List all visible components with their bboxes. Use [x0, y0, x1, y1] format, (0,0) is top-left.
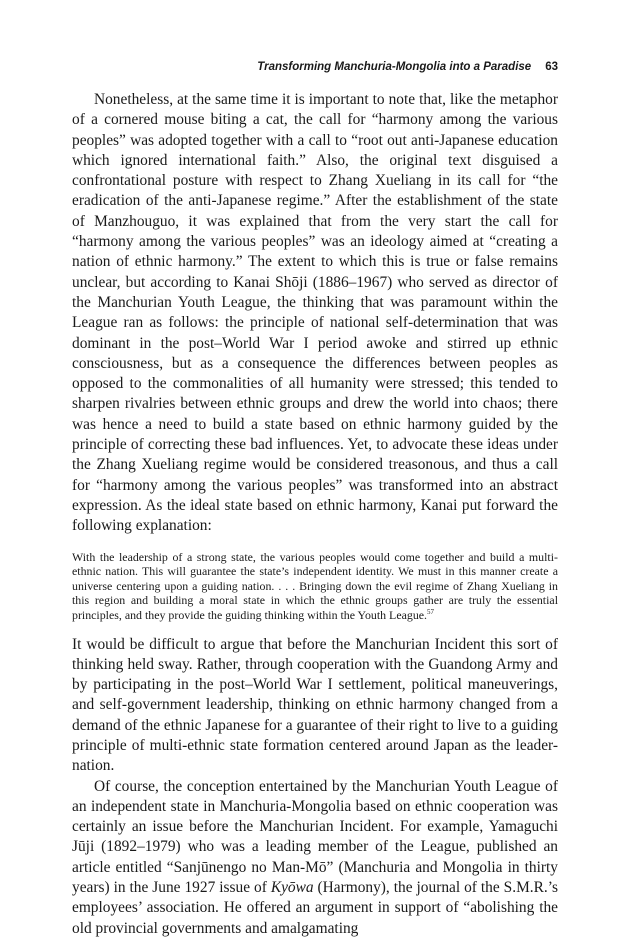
journal-title: Kyōwa — [270, 879, 314, 897]
paragraph-2: It would be difficult to argue that before the Manchurian Incident this sort of thinking held sway. Rather, through cooperation with the Guandong Army and by participating in the post–World War I settlement, political maneuverings, and self-government leadership, thinking on ethnic harmony changed from a demand of the ethnic Japanese for a guarantee of their right to live to a guiding principle of multi-ethnic state formation centered around Japan as the leader-nation. — [72, 635, 558, 775]
block-quote-text: With the leadership of a strong state, the various peoples would come together and build a multi-ethnic nation. This will guarantee the state’s independent identity. We must in this manner create a universe centering upon a guiding nation. . . . Bringing down the evil regime of Zhang Xueliang in this region and building a moral state in which the ethnic groups gather are truly the essential principles, and they provide the guiding thinking within the Youth League. — [72, 549, 558, 622]
paragraph-3-text-a: Of course, the conception entertained by the Manchurian Youth League of an independent state in Manchuria-Mongolia based on ethnic cooperation was certainly an issue before the Manchurian Incident. For example, Yamaguchi Jūji (1892–1979) who was a leading member of the League, published an article entitled “Sanjūnengo no Man-Mō” (Manchuria and Mongolia in thirty years) in the June 1927 issue of — [72, 777, 558, 897]
paragraph-3 — [72, 777, 558, 939]
running-header — [72, 61, 558, 73]
paragraph-1: Nonetheless, at the same time it is important to note that, like the metaphor of a cornered mouse biting a cat, the call for “harmony among the various peoples” was adopted together with a call to “root out anti-Japanese education which ignored international faith.” Also, the original text disguised a confrontational posture with respect to Zhang Xueliang in its call for “the eradication of the anti-Japanese regime.” After the establishment of the state of Manzhouguo, it was explained that from the very start the call for “harmony among the various peoples” was an ideology aimed at “creating a nation of ethnic harmony.” The extent to which this is true or false remains unclear, but according to Kanai Shōji (1886–1967) who served as director of the Manchurian Youth League, the thinking that was paramount within the League ran as follows: the principle of national self-determination that was dominant in the post–World War I period awoke and stirred up ethnic consciousness, but as a consequence the differences between peoples as opposed to the commonalities of all humanity were stressed; this tended to sharpen rivalries between ethnic groups and drew the world into chaos; there was hence a need to build a state based on ethnic harmony guided by the principle of correcting these bad influences. Yet, to advocate these ideas under the Zhang Xueliang regime would be considered treasonous, and thus a call for “harmony among the various peoples” was transformed into an abstract expression. As the ideal state based on ethnic harmony, Kanai put forward the following explanation: — [72, 91, 558, 535]
page-number: 63 — [545, 61, 558, 73]
paragraph-3-text-b: (Harmony), the journal of the S.M.R.’s employees’ association. He offered an argument in support of “abolishing the old provincial governments and amalgamating — [72, 879, 558, 937]
running-title: Transforming Manchuria-Mongolia into a Paradise — [257, 61, 532, 73]
footnote-reference: 57 — [427, 607, 435, 616]
block-quote — [72, 550, 558, 623]
page-body — [72, 90, 558, 939]
